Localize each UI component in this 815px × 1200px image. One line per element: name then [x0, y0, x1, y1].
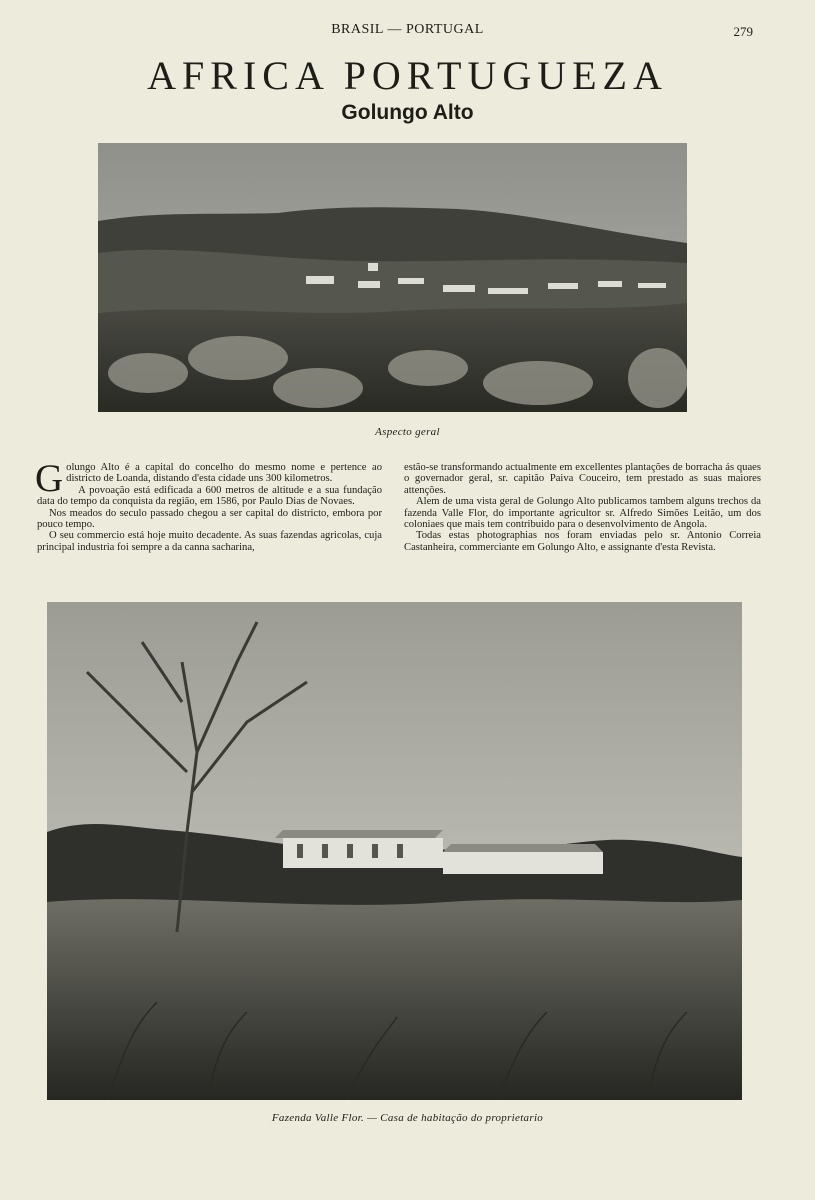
photo-general-view	[98, 143, 687, 412]
drop-cap: G	[35, 457, 64, 500]
article-paragraph: Todas estas photographias nos foram enviadas pelo sr. Antonio Correia Castanheira, commerciante em Golungo Alto, e assignante d'esta Revista.	[404, 530, 761, 553]
article-paragraph: estão-se transformando actualmente em excellentes plantações de borracha ás quaes o governador geral, sr. capitão Paiva Couceiro, tem prestado as suas maiores attenções.	[404, 462, 761, 496]
photo-fazenda-valle-flor	[47, 602, 742, 1100]
article-paragraph: Alem de uma vista geral de Golungo Alto publicamos tambem alguns trechos da fazenda Valle Flor, do importante agricultor sr. Alfredo Simões Leitão, um dos coloniaes que mais tem contribuido para o desenvolvimento de Angola.	[404, 496, 761, 531]
article-subtitle: Golungo Alto	[341, 101, 474, 124]
figure-caption-general: Aspecto geral	[375, 426, 440, 438]
article-title: AFRICA PORTUGUEZA	[147, 53, 668, 98]
article-paragraph: O seu commercio está hoje muito decadente. As suas fazendas agricolas, cuja principal industria foi sempre a da canna sacharina,	[37, 530, 382, 553]
figure-caption-fazenda: Fazenda Valle Flor. — Casa de habitação do proprietario	[271, 1112, 544, 1124]
article-column-right	[404, 462, 761, 553]
running-head: BRASIL — PORTUGAL	[331, 22, 484, 37]
article-paragraph: Golungo Alto é a capital do concelho do mesmo nome e pertence ao districto de Loanda, distando d'esta cidade uns 300 kilometros.	[35, 457, 382, 500]
article-paragraph: Nos meados do seculo passado chegou a ser capital do districto, embora por pouco tempo.	[37, 507, 382, 531]
landscape-illustration	[98, 143, 687, 412]
page-number: 279	[733, 24, 753, 39]
farmhouse-illustration	[47, 602, 742, 1100]
article-column-left	[35, 457, 382, 553]
article-paragraph: A povoação está edificada a 600 metros de altitude e a sua fundação data do tempo da conquista da região, em 1586, por Paulo Dias de Novaes.	[37, 484, 382, 508]
